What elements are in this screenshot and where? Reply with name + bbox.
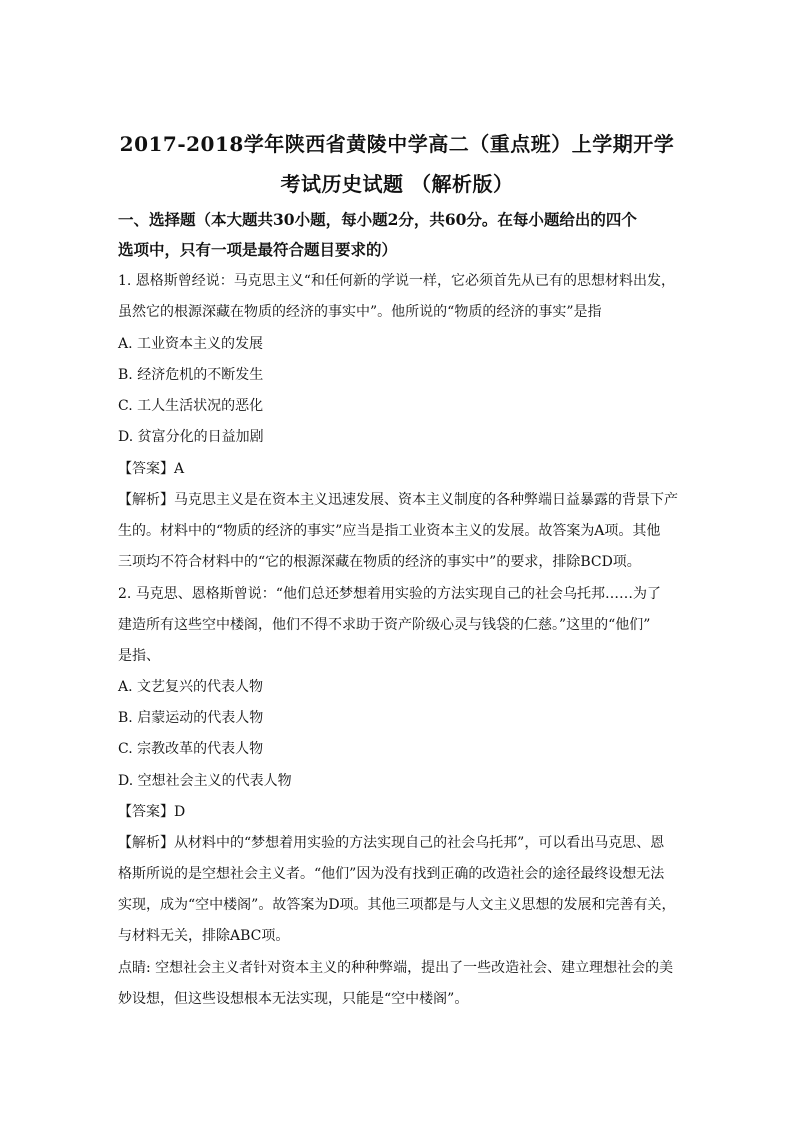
page-title-line-1: 2017-2018学年陕西省黄陵中学高二（重点班）上学期开学 <box>119 132 675 156</box>
q1-analysis-line-2: 生的。材料中的“物质的经济的事实”应当是指工业资本主义的发展。故答案为A项。其他 <box>118 523 661 539</box>
q2-answer: 【答案】D <box>118 804 186 820</box>
q2-analysis-line-1: 【解析】从材料中的“梦想着用实验的方法实现自己的社会乌托邦”，可以看出马克思、恩 <box>118 835 665 851</box>
q1-option-a: A. 工业资本主义的发展 <box>118 336 264 352</box>
q2-option-a: A. 文艺复兴的代表人物 <box>118 679 264 695</box>
q1-stem-line-1: 1. 恩格斯曾经说：马克思主义“和任何新的学说一样，它必须首先从已有的思想材料出发， <box>118 273 675 289</box>
q1-option-b: B. 经济危机的不断发生 <box>118 367 264 383</box>
q2-tip-line-2: 妙设想，但这些设想根本无法实现，只能是“空中楼阁”。 <box>118 991 469 1007</box>
q2-stem-line-1: 2. 马克思、恩格斯曾说：“他们总还梦想着用实验的方法实现自己的社会乌托邦……为了 <box>118 586 661 602</box>
q1-option-c: C. 工人生活状况的恶化 <box>118 398 264 414</box>
q2-stem-line-2: 建造所有这些空中楼阁，他们不得不求助于资产阶级心灵与钱袋的仁慈。”这里的“他们” <box>118 617 651 633</box>
q2-analysis-line-4: 与材料无关，排除ABC项。 <box>118 928 290 944</box>
section-heading-line-1: 一、选择题（本大题共30小题，每小题2分，共60分。在每小题给出的四个 <box>118 210 637 229</box>
q1-option-d: D. 贫富分化的日益加剧 <box>118 429 264 445</box>
q2-analysis-line-3: 实现，成为“空中楼阁”。故答案为D项。其他三项都是与人文主义思想的发展和完善有关， <box>118 897 676 913</box>
q1-analysis-line-1: 【解析】马克思主义是在资本主义迅速发展、资本主义制度的各种弊端日益暴露的背景下产 <box>118 492 678 508</box>
q2-tip-line-1: 点睛: 空想社会主义者针对资本主义的种种弊端，提出了一些改造社会、建立理想社会的美 <box>118 960 674 976</box>
q1-answer: 【答案】A <box>118 461 185 477</box>
q1-stem-line-2: 虽然它的根源深藏在物质的经济的事实中”。他所说的“物质的经济的事实”是指 <box>118 304 602 320</box>
q1-analysis-line-3: 三项均不符合材料中的“它的根源深藏在物质的经济的事实中”的要求，排除BCD项。 <box>118 554 641 570</box>
q2-option-d: D. 空想社会主义的代表人物 <box>118 773 292 789</box>
section-heading-line-2: 选项中，只有一项是最符合题目要求的） <box>118 240 398 259</box>
page-title-line-2: 考试历史试题 （解析版） <box>280 172 514 196</box>
q2-option-b: B. 启蒙运动的代表人物 <box>118 710 264 726</box>
q2-stem-line-3: 是指、 <box>118 648 160 664</box>
q2-option-c: C. 宗教改革的代表人物 <box>118 741 264 757</box>
q2-analysis-line-2: 格斯所说的是空想社会主义者。“他们”因为没有找到正确的改造社会的途径最终设想无法 <box>118 866 665 882</box>
